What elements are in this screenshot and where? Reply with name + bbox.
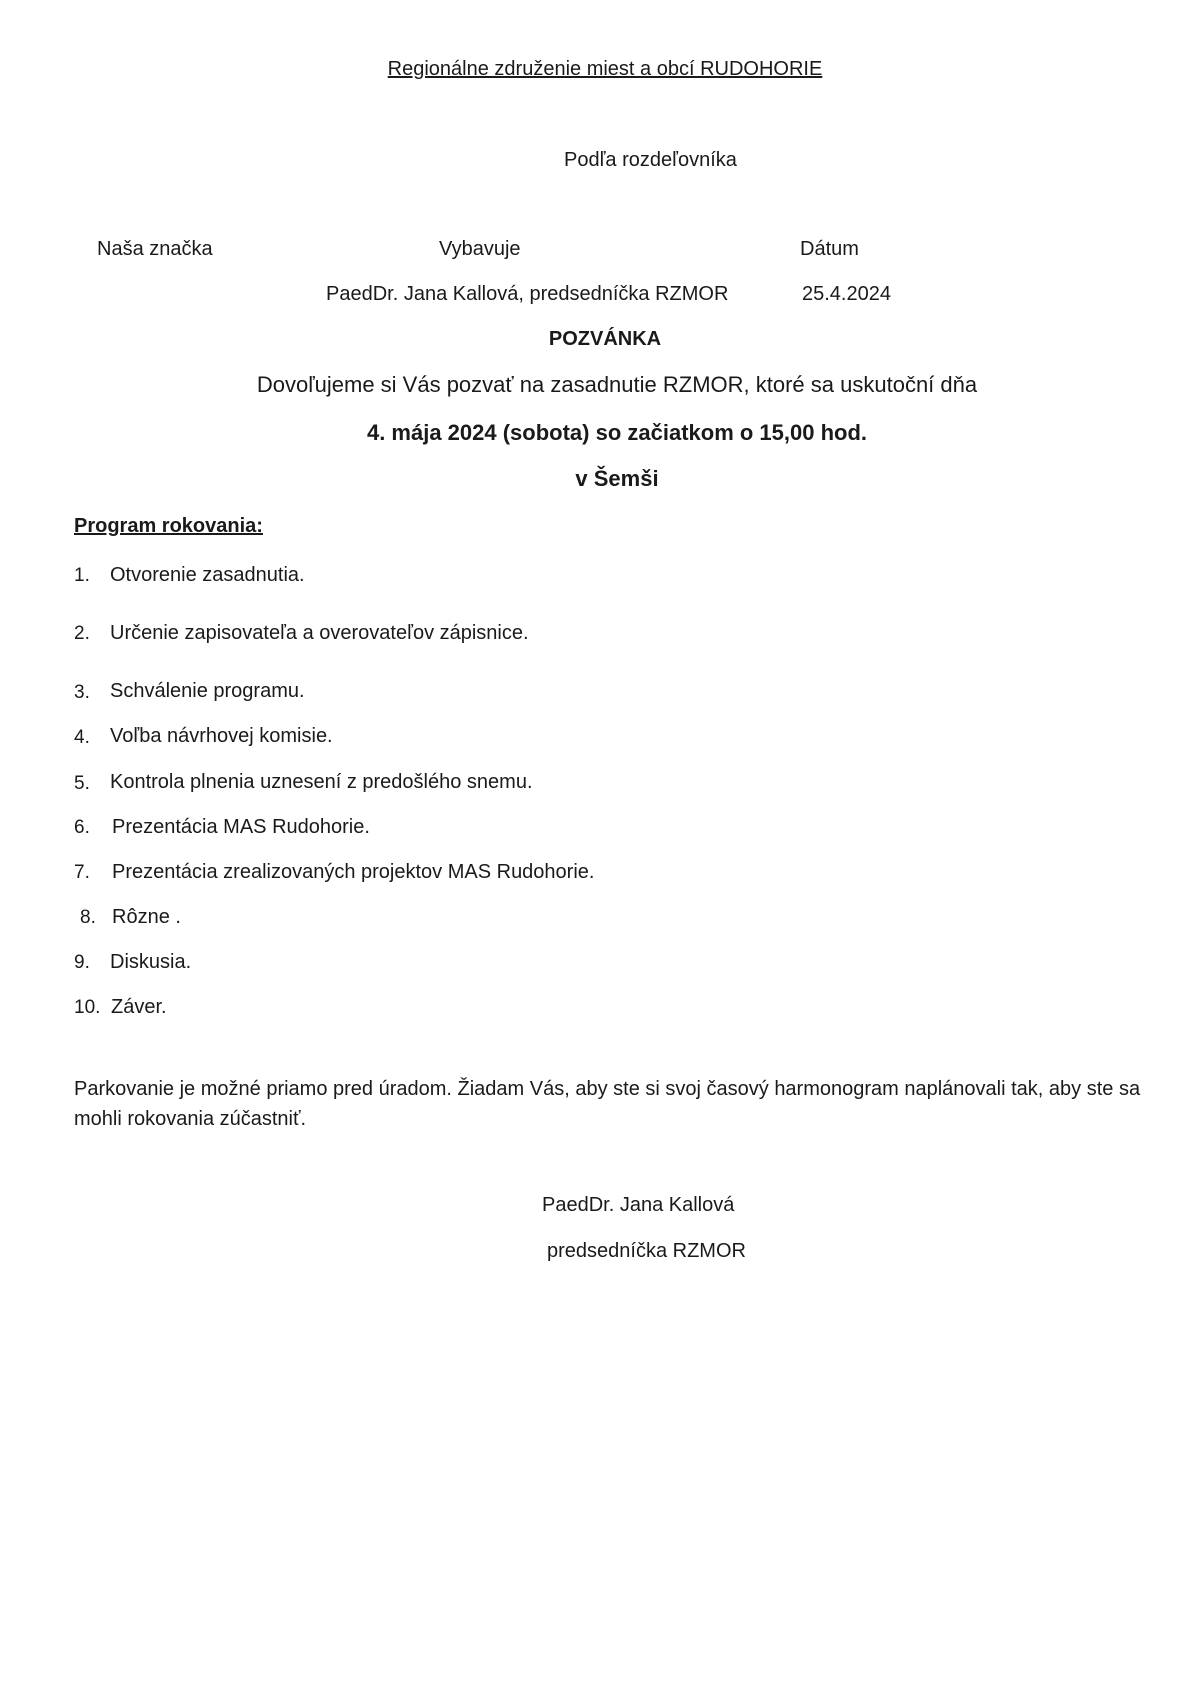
- agenda-item-text: Diskusia.: [110, 951, 192, 973]
- agenda-item-text: Záver.: [111, 996, 167, 1018]
- agenda-item-text: Prezentácia zrealizovaných projektov MAS Rudohorie.: [112, 861, 595, 883]
- agenda-item-number: 2.: [74, 623, 90, 644]
- reference-label: Naša značka: [97, 238, 213, 260]
- handled-by-label: Vybavuje: [439, 238, 521, 260]
- agenda-item-number: 1.: [74, 565, 90, 586]
- agenda-item-number: 4.: [74, 727, 90, 748]
- agenda-item-text: Kontrola plnenia uznesení z predošlého snemu.: [110, 771, 533, 793]
- closing-paragraph: Parkovanie je možné priamo pred úradom. Žiadam Vás, aby ste si svoj časový harmonogram naplánovali tak, aby ste sa mohli rokovania zúčastniť.: [74, 1078, 1141, 1130]
- signature-role: predsedníčka RZMOR: [547, 1240, 746, 1262]
- agenda-item-number: 8.: [80, 907, 96, 928]
- agenda-item-number: 7.: [74, 862, 90, 883]
- meeting-place: v Šemši: [575, 466, 659, 491]
- agenda-item-text: Schválenie programu.: [110, 680, 305, 702]
- agenda-item-number: 3.: [74, 682, 90, 703]
- agenda-item-text: Voľba návrhovej komisie.: [110, 725, 333, 747]
- agenda-item-text: Prezentácia MAS Rudohorie.: [112, 816, 370, 838]
- agenda-item-number: 5.: [74, 773, 90, 794]
- recipient-line: Podľa rozdeľovníka: [564, 149, 737, 171]
- organization-title: Regionálne združenie miest a obcí RUDOHORIE: [387, 58, 823, 80]
- meeting-date: 4. mája 2024 (sobota) so začiatkom o 15,00 hod.: [366, 420, 868, 445]
- agenda-item-text: Rôzne .: [112, 906, 181, 928]
- agenda-item-number: 10.: [74, 997, 101, 1018]
- signature-name: PaedDr. Jana Kallová: [542, 1194, 735, 1216]
- invitation-title: POZVÁNKA: [548, 328, 662, 350]
- agenda-item-text: Otvorenie zasadnutia.: [110, 564, 305, 586]
- agenda-item-number: 6.: [74, 817, 90, 838]
- date-label: Dátum: [800, 238, 859, 260]
- handled-by-value: PaedDr. Jana Kallová, predsedníčka RZMOR: [326, 283, 729, 305]
- invitation-intro: Dovoľujeme si Vás pozvať na zasadnutie RZMOR, ktoré sa uskutoční dňa: [256, 372, 978, 397]
- agenda-item-text: Určenie zapisovateľa a overovateľov zápisnice.: [110, 622, 529, 644]
- date-value: 25.4.2024: [802, 283, 891, 305]
- program-heading: Program rokovania:: [74, 515, 263, 537]
- agenda-item-number: 9.: [74, 952, 90, 973]
